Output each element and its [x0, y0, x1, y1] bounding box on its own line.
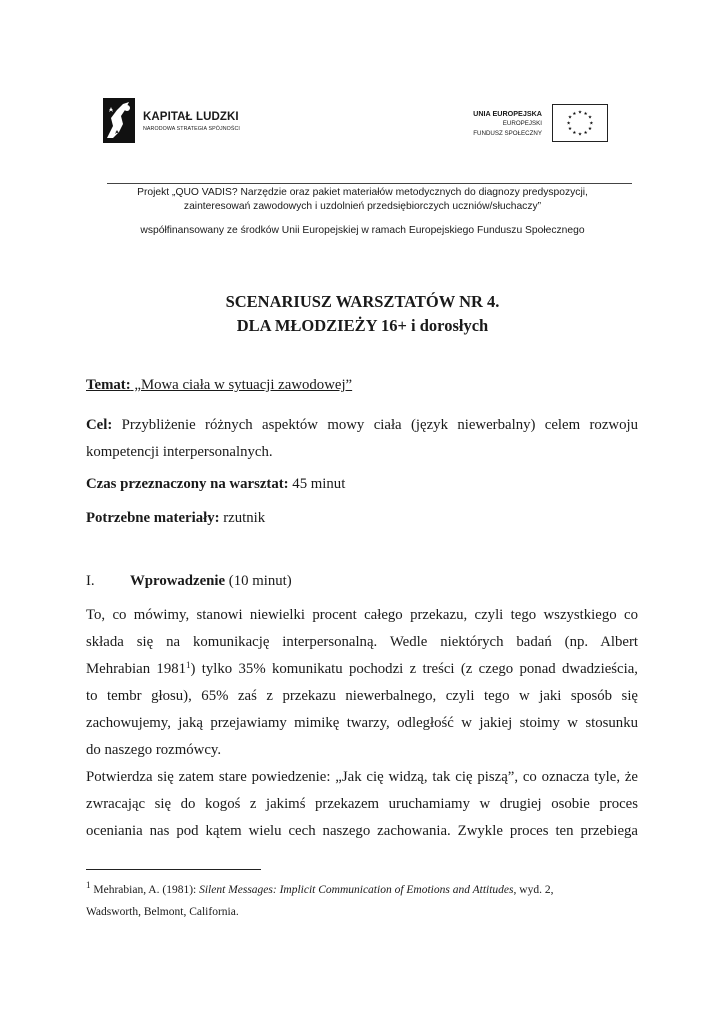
kapital-ludzki-logo — [103, 98, 263, 144]
svg-text:★: ★ — [589, 121, 594, 127]
p1-line: To, co mówimy, stanowi niewielki procent całego przekazu, czyli tego wszystkiego co — [86, 607, 638, 623]
svg-text:★: ★ — [567, 127, 573, 133]
kapital-ludzki-emblem-icon — [103, 98, 135, 143]
footnote-ref: 1 — [186, 660, 191, 670]
time-value: 45 minut — [288, 476, 346, 492]
svg-text:★: ★ — [587, 127, 593, 133]
materials-label: Potrzebne materiały: — [86, 510, 220, 526]
funding-line: współfinansowany ze środków Unii Europejskiej w ramach Europejskiego Funduszu Społecznego — [140, 225, 585, 236]
footnote-mark: 1 — [86, 880, 91, 890]
goal-text-line-2: kompetencji interpersonalnych. — [86, 444, 273, 460]
footnote-divider — [86, 869, 261, 870]
time-field — [86, 471, 345, 498]
project-line-1: Projekt „QUO VADIS? Narzędzie oraz pakiet materiałów metodycznych do diagnozy predyspozycji, — [137, 187, 588, 198]
intro-paragraph-1 — [86, 602, 638, 764]
footnote-line-1 — [86, 880, 554, 896]
svg-text:★: ★ — [572, 111, 577, 117]
footnote-title: Silent Messages: Implicit Communication of Emotions and Attitudes — [199, 884, 514, 896]
eu-logo-line3: FUNDUSZ SPOŁECZNY — [473, 130, 542, 137]
svg-text:★: ★ — [577, 132, 583, 138]
topic-value: „Mowa ciała w sytuacji zawodowej” — [130, 377, 353, 393]
p1-line: do naszego rozmówcy. — [86, 742, 222, 758]
topic-field — [86, 372, 352, 399]
p1-line: składa się na komunikację interpersonalną. Wedle niektórych badań (np. Albert — [86, 634, 638, 650]
footnote-text-before: Mehrabian, A. (1981): — [90, 884, 200, 896]
eu-flag-icon — [552, 104, 608, 142]
svg-text:★: ★ — [572, 130, 577, 136]
intro-paragraph-2 — [86, 764, 638, 845]
svg-text:★: ★ — [583, 130, 588, 136]
section-title — [130, 568, 292, 595]
p1-line: to tembr głosu), 65% zaś z przekazu niewerbalnego, czyli tego w jaki sposób się — [86, 688, 638, 704]
p1-line-part: ) tylko 35% komunikatu pochodzi z treści (z czego ponad dwadzieścia, — [190, 661, 639, 677]
p1-line: zachowujemy, jaką przejawiamy mimikę twarzy, odległość w jakiej stoimy w stosunku — [86, 715, 638, 731]
page-title-line-2: DLA MŁODZIEŻY 16+ i dorosłych — [236, 316, 489, 335]
page-title-line-1: SCENARIUSZ WARSZTATÓW NR 4. — [225, 292, 500, 311]
eu-logo-line1: UNIA EUROPEJSKA — [473, 109, 542, 118]
kapital-ludzki-title: KAPITAŁ LUDZKI — [143, 111, 239, 123]
time-label: Czas przeznaczony na warsztat: — [86, 476, 289, 492]
svg-text:★: ★ — [587, 115, 593, 121]
eu-logo — [440, 104, 608, 142]
goal-label: Cel: — [86, 417, 113, 433]
svg-text:★: ★ — [567, 115, 573, 121]
kapital-ludzki-subtitle: NARODOWA STRATEGIA SPÓJNOŚCI — [143, 126, 240, 132]
section-heading-text: Wprowadzenie — [130, 573, 226, 589]
svg-text:★: ★ — [577, 110, 583, 116]
section-heading — [86, 568, 95, 595]
p1-line-part: Mehrabian 1981 — [86, 661, 187, 677]
svg-text:★: ★ — [566, 121, 571, 127]
eu-logo-line2: EUROPEJSKI — [502, 120, 542, 127]
p2-line: oceniania nas pod kątem wielu cech naszego zachowania. Zwykle proces ten przebiega — [86, 823, 638, 839]
section-duration: (10 minut) — [225, 573, 292, 589]
header-divider — [107, 183, 632, 184]
materials-value: rzutnik — [219, 510, 266, 526]
project-line-2: zainteresowań zawodowych i uzdolnień przedsiębiorczych uczniów/słuchaczy” — [183, 201, 542, 212]
svg-text:★: ★ — [583, 111, 588, 117]
topic-label: Temat: — [86, 377, 131, 393]
goal-text-line-1: Przybliżenie różnych aspektów mowy ciała (język niewerbalny) celem rozwoju — [112, 417, 638, 433]
section-number: I. — [86, 573, 95, 589]
materials-field — [86, 505, 265, 532]
p2-line: Potwierdza się zatem stare powiedzenie: „Jak cię widzą, tak cię piszą”, co oznacza tyle, że — [86, 769, 638, 785]
goal-field — [86, 412, 638, 466]
footnote-text-after: , wyd. 2, — [513, 884, 554, 896]
footnote-line-2: Wadsworth, Belmont, California. — [86, 906, 239, 918]
p2-line: zwracając się do kogoś z jakimś przekazem uruchamiamy w drugiej osobie proces — [86, 796, 638, 812]
